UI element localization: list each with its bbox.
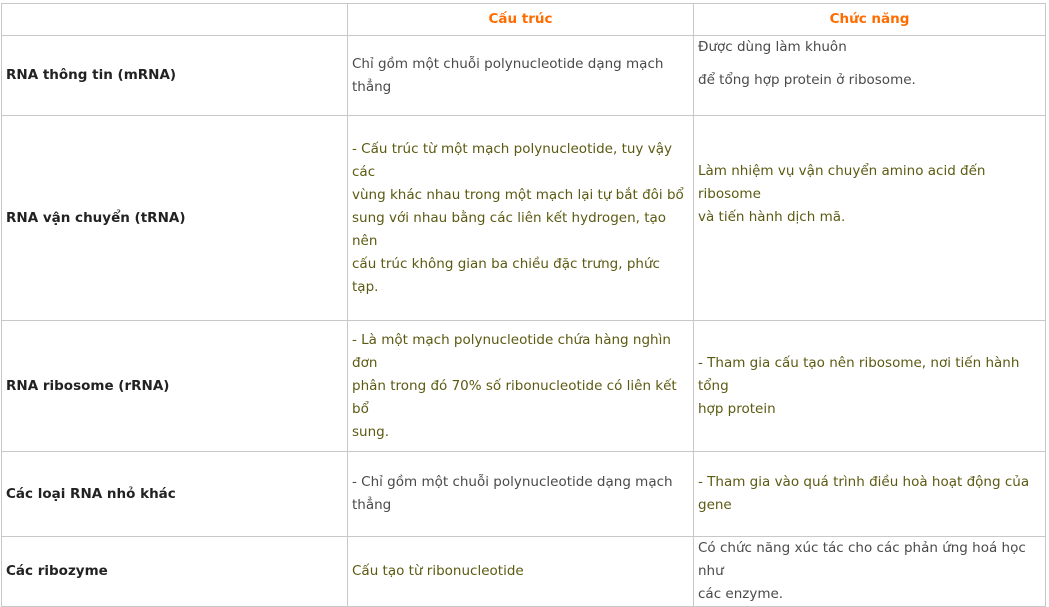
function-line: Làm nhiệm vụ vận chuyển amino acid đến ribosome — [698, 163, 986, 202]
table-row — [2, 321, 1046, 452]
function-cell — [694, 321, 1046, 452]
rna-type-cell: Các ribozyme — [2, 537, 348, 607]
table-row — [2, 36, 1046, 116]
structure-line: sung với nhau bằng các liên kết hydrogen, tạo nên — [352, 209, 667, 249]
function-line: Có chức năng xúc tác cho các phản ứng hoá học như — [698, 540, 1026, 579]
structure-line: - Cấu trúc từ một mạch polynucleotide, tuy vậy các — [352, 140, 672, 180]
function-line: gene — [698, 497, 732, 513]
function-line: và tiến hành dịch mã. — [698, 209, 846, 225]
rna-type-cell: RNA vận chuyển (tRNA) — [2, 116, 348, 321]
function-cell — [694, 537, 1046, 607]
table-row — [2, 116, 1046, 321]
structure-line: vùng khác nhau trong một mạch lại tự bắt đôi bổ — [352, 186, 684, 203]
function-line: để tổng hợp protein ở ribosome. — [698, 72, 916, 88]
structure-line: Chỉ gồm một chuỗi polynucleotide dạng mạch thẳng — [352, 55, 664, 95]
structure-line: sung. — [352, 423, 390, 440]
function-line: hợp protein — [698, 400, 776, 417]
rna-comparison-table — [1, 3, 1046, 607]
function-cell — [694, 36, 1046, 116]
header-col-name — [2, 4, 348, 36]
function-cell — [694, 116, 1046, 321]
structure-cell — [348, 452, 694, 537]
structure-line: - Là một mạch polynucleotide chứa hàng nghìn đơn — [352, 331, 671, 371]
function-line: - Tham gia cấu tạo nên ribosome, nơi tiến hành tổng — [698, 354, 1020, 394]
structure-cell — [348, 537, 694, 607]
function-line: các enzyme. — [698, 586, 784, 602]
rna-type-cell: RNA ribosome (rRNA) — [2, 321, 348, 452]
function-cell — [694, 452, 1046, 537]
function-line: - Tham gia vào quá trình điều hoà hoạt động của — [698, 474, 1030, 490]
structure-line: phân trong đó 70% số ribonucleotide có liên kết bổ — [352, 377, 677, 417]
structure-cell — [348, 321, 694, 452]
table-row — [2, 452, 1046, 537]
structure-line: Cấu tạo từ ribonucleotide — [352, 563, 524, 579]
structure-cell — [348, 116, 694, 321]
header-col-structure: Cấu trúc — [348, 4, 694, 36]
structure-line: cấu trúc không gian ba chiều đặc trưng, phức tạp. — [352, 255, 660, 295]
rna-type-cell: RNA thông tin (mRNA) — [2, 36, 348, 116]
table-row — [2, 537, 1046, 607]
header-col-function: Chức năng — [694, 4, 1046, 36]
structure-cell — [348, 36, 694, 116]
rna-type-cell: Các loại RNA nhỏ khác — [2, 452, 348, 537]
structure-line: - Chỉ gồm một chuỗi polynucleotide dạng mạch thẳng — [352, 474, 673, 513]
table-header-row — [2, 4, 1046, 36]
function-line: Được dùng làm khuôn — [698, 39, 847, 55]
